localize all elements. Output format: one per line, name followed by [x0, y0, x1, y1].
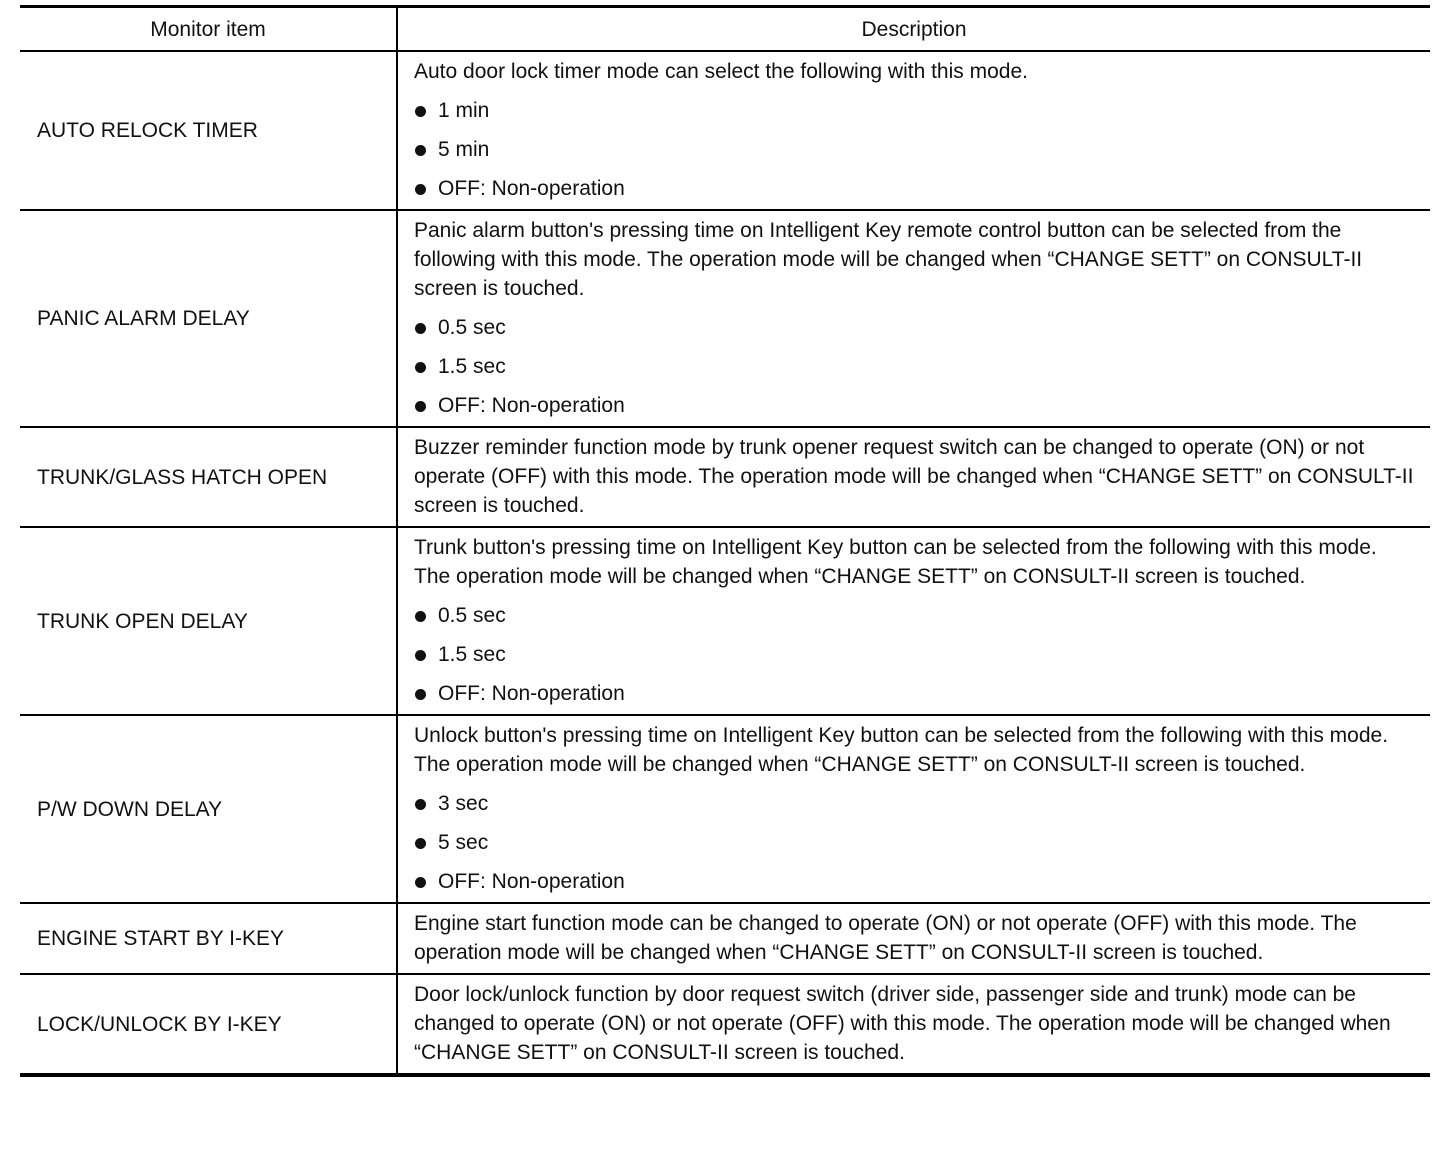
description-text: Buzzer reminder function mode by trunk opener request switch can be changed to operate (ON) or not operate (OFF) with this mode. The operation mode will be changed when “CHANGE SETT” on CONSULT-II screen is touched. [414, 436, 1414, 517]
option-label: 5 sec [438, 831, 489, 854]
header-row [20, 7, 1430, 52]
bullet-icon [415, 650, 426, 661]
option-label: 0.5 sec [438, 316, 506, 339]
option-item [414, 135, 1416, 164]
monitor-item-cell: TRUNK/GLASS HATCH OPEN [20, 427, 397, 527]
option-item [414, 391, 1416, 420]
description-cell [397, 527, 1430, 715]
option-item [414, 313, 1416, 342]
description-cell [397, 903, 1430, 974]
monitor-item-table [20, 5, 1430, 1077]
description-text: Auto door lock timer mode can select the following with this mode. [414, 60, 1028, 83]
option-item [414, 640, 1416, 669]
table-header [20, 7, 1430, 52]
bullet-icon [415, 838, 426, 849]
monitor-item-cell: AUTO RELOCK TIMER [20, 51, 397, 210]
bullet-icon [415, 689, 426, 700]
bullet-icon [415, 799, 426, 810]
table-body [20, 51, 1430, 1075]
header-monitor-item: Monitor item [20, 7, 397, 52]
bullet-icon [415, 184, 426, 195]
option-item [414, 352, 1416, 381]
bullet-icon [415, 106, 426, 117]
option-item [414, 789, 1416, 818]
bullet-icon [415, 401, 426, 412]
description-cell [397, 210, 1430, 427]
option-label: OFF: Non-operation [438, 394, 625, 417]
description-text: Engine start function mode can be changed to operate (ON) or not operate (OFF) with this mode. The operation mode will be changed when “CHANGE SETT” on CONSULT-II screen is touched. [414, 912, 1357, 964]
table-row [20, 903, 1430, 974]
table-row [20, 974, 1430, 1075]
bullet-icon [415, 877, 426, 888]
option-label: 0.5 sec [438, 604, 506, 627]
table-row [20, 427, 1430, 527]
bullet-icon [415, 611, 426, 622]
option-label: OFF: Non-operation [438, 682, 625, 705]
monitor-item-cell: P/W DOWN DELAY [20, 715, 397, 903]
description-cell [397, 974, 1430, 1075]
option-label: 1 min [438, 99, 490, 122]
option-item [414, 679, 1416, 708]
table-row [20, 51, 1430, 210]
option-label: 1.5 sec [438, 643, 506, 666]
monitor-item-cell: ENGINE START BY I-KEY [20, 903, 397, 974]
bullet-icon [415, 323, 426, 334]
option-item [414, 174, 1416, 203]
option-list [414, 789, 1416, 896]
bullet-icon [415, 145, 426, 156]
option-item [414, 601, 1416, 630]
description-text: Panic alarm button's pressing time on Intelligent Key remote control button can be selected from the following with this mode. The operation mode will be changed when “CHANGE SETT” on CONSULT-II screen is touched. [414, 219, 1363, 300]
option-list [414, 313, 1416, 420]
header-description: Description [397, 7, 1430, 52]
option-label: 5 min [438, 138, 490, 161]
description-text: Trunk button's pressing time on Intelligent Key button can be selected from the following with this mode. The operation mode will be changed when “CHANGE SETT” on CONSULT-II screen is touched. [414, 536, 1377, 588]
option-label: OFF: Non-operation [438, 177, 625, 200]
description-cell [397, 51, 1430, 210]
monitor-item-cell: TRUNK OPEN DELAY [20, 527, 397, 715]
table-row [20, 210, 1430, 427]
table-row [20, 527, 1430, 715]
description-text: Unlock button's pressing time on Intelligent Key button can be selected from the following with this mode. The operation mode will be changed when “CHANGE SETT” on CONSULT-II screen is touched. [414, 724, 1389, 776]
option-item [414, 867, 1416, 896]
option-list [414, 96, 1416, 203]
description-cell [397, 715, 1430, 903]
bullet-icon [415, 362, 426, 373]
monitor-item-cell: PANIC ALARM DELAY [20, 210, 397, 427]
description-text: Door lock/unlock function by door request switch (driver side, passenger side and trunk) mode can be changed to operate (ON) or not operate (OFF) with this mode. The operation mode will be changed when “CHANGE SETT” on CONSULT-II screen is touched. [414, 983, 1391, 1064]
option-list [414, 601, 1416, 708]
option-label: 3 sec [438, 792, 489, 815]
option-item [414, 828, 1416, 857]
table-row [20, 715, 1430, 903]
option-item [414, 96, 1416, 125]
option-label: 1.5 sec [438, 355, 506, 378]
monitor-item-cell: LOCK/UNLOCK BY I-KEY [20, 974, 397, 1075]
description-cell [397, 427, 1430, 527]
option-label: OFF: Non-operation [438, 870, 625, 893]
